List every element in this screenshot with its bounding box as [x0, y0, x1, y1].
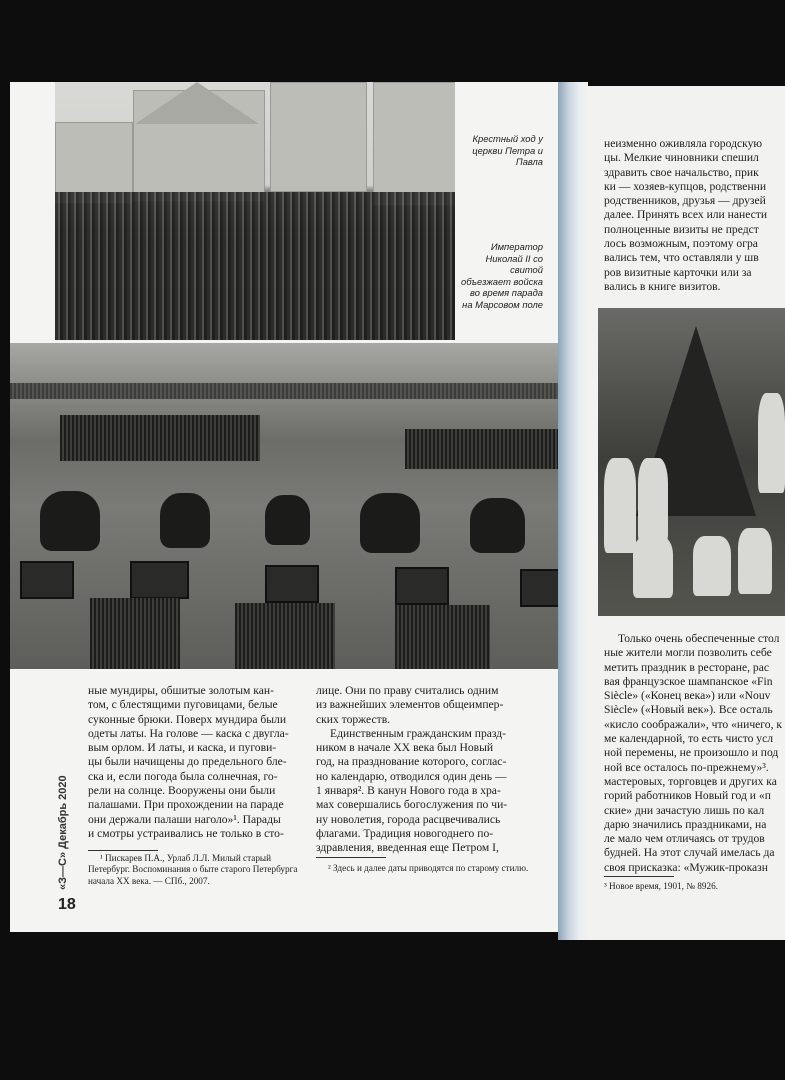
text-line: Единственным гражданским празд- [330, 726, 507, 740]
text-line: цы были начищены до предельного бле- [88, 755, 287, 769]
soldiers-front [235, 603, 335, 669]
text-line: метить праздник в ресторане, рас [604, 660, 770, 674]
text-line: ной перемены, не произошло и под [604, 746, 779, 760]
footnote-3: ³ Новое время, 1901, № 8926. [604, 881, 718, 891]
text-line: ной все осталось по-прежнему»³. [604, 760, 769, 774]
gun-carriage [265, 565, 319, 603]
text-line: одеты латы. На голове — каска с двугла- [88, 726, 289, 740]
text-line: ником в начале XX века был Новый [316, 741, 494, 755]
church-procession-photo [55, 82, 455, 340]
text-line: ну новолетия, города расцвечивались [316, 812, 501, 826]
child-figure [693, 536, 731, 596]
text-line: и смотры устраивались не только в сто- [88, 826, 284, 840]
cavalry-group [470, 498, 525, 553]
text-line: вая французское шампанское «Fin [604, 674, 773, 688]
text-line: суконные брюки. Поверх мундира были [88, 712, 287, 726]
running-head-text: «З—С» Декабрь 2020 [57, 775, 69, 890]
gun-carriage [130, 561, 189, 599]
text-line: но календарю, отводился один день — [316, 769, 507, 783]
text-line: из важнейших элементов общеимпер- [316, 698, 504, 712]
text-line: своя присказка: «Мужик-проказн [604, 860, 768, 874]
soldiers-front [90, 598, 180, 669]
footnote-1: ¹ Пискарев П.А., Урлаб Л.Л. Милый старый Петербург. Воспоминания о быте старого Петербурга начала XX века. — СПб., 2007. [88, 853, 298, 886]
cavalry-group [40, 491, 100, 551]
child-figure [638, 458, 668, 543]
church-caption: Крестный ход у церкви Петра и Павла [472, 133, 543, 168]
running-head [56, 742, 72, 892]
text-line: Siècle» («Новый век»). Все осталь [604, 703, 773, 717]
cavalry-group [360, 493, 420, 553]
page-number: 18 [58, 896, 76, 913]
text-line: ские» дни зачастую лишь по кал [604, 803, 765, 817]
text-line: вым орлом. И латы, и каска, и пугови- [88, 741, 277, 755]
text-line: далее. Принять всех или нанести [604, 208, 768, 222]
text-line: здравления, введенная еще Петром I, [316, 841, 499, 855]
footnote-rule [316, 857, 386, 858]
parade-photo [10, 343, 558, 669]
right-top-text-column [604, 137, 785, 294]
troop-block-left [60, 415, 260, 461]
text-line: лось возможным, поэтому огра [604, 237, 758, 251]
cavalry-group [265, 495, 310, 545]
text-line: лице. Они по праву считались одним [316, 684, 499, 697]
crowd [55, 192, 455, 340]
troop-line-far [10, 383, 558, 399]
text-line: Siècle» («Конец века») или «Nouv [604, 689, 771, 703]
left-text-column [88, 684, 302, 841]
text-line: 1 января². В канун Нового года в хра- [316, 784, 501, 798]
text-line: год, на празднование которого, соглас- [316, 755, 507, 769]
gun-carriage [395, 567, 449, 605]
text-line: они держали палаши наголо»¹. Парады [88, 812, 281, 826]
footnote-2: ² Здесь и далее даты приводятся по старому стилю. [328, 863, 529, 873]
text-line: ска и, если погода была солнечная, го- [88, 769, 278, 783]
right-bottom-text-column [604, 632, 785, 875]
child-figure [604, 458, 636, 553]
text-line: ные мундиры, обшитые золотым кан- [88, 684, 274, 697]
text-line: неизменно оживляла городскую [604, 137, 763, 150]
church-tower [373, 82, 455, 206]
middle-text-column [316, 684, 534, 856]
child-figure [633, 536, 673, 598]
text-line: Только очень обеспеченные стол [618, 632, 780, 645]
text-line: вались тем, что оставляли у шв [604, 251, 759, 265]
text-line: мастеровых, торговцев и других ка [604, 774, 777, 788]
footnote-rule [604, 876, 674, 877]
text-line: ки — хозяев-купцов, родственни [604, 179, 767, 193]
church-side-wing [270, 82, 367, 192]
page-gutter [558, 82, 588, 940]
text-line: будней. На этот случай имелась да [604, 846, 775, 860]
troop-block-right [405, 429, 558, 469]
soldiers-front [395, 605, 490, 669]
child-figure [758, 393, 785, 493]
cavalry-group [160, 493, 210, 548]
parade-caption: Император Николай II со свитой объезжает войска во время парада на Марсовом поле [461, 241, 543, 310]
text-line: палашами. При прохождении на параде [88, 798, 284, 812]
gun-carriage [520, 569, 558, 607]
text-line: ме календарной, то есть чисто усл [604, 732, 774, 746]
text-line: дарю значились праздниками, на [604, 817, 767, 831]
text-line: том, с блестящими пуговицами, белые [88, 698, 278, 712]
footnote-rule [88, 850, 158, 851]
text-line: горий работников Новый год и «п [604, 789, 771, 803]
church-pediment [135, 82, 259, 124]
text-line: ров визитные карточки или за [604, 265, 752, 279]
christmas-tree-photo [598, 308, 785, 616]
gun-carriage [20, 561, 74, 599]
text-line: ные жители могли позволить себе [604, 646, 772, 660]
text-line: «кисло соображали», что «ничего, к [604, 717, 782, 731]
text-line: флагами. Традиция новогоднего по- [316, 826, 494, 840]
text-line: цы. Мелкие чиновники спешил [604, 151, 759, 165]
text-line: родственников, друзья — друзей [604, 194, 766, 208]
text-line: мах совершались богослужения по чи- [316, 798, 508, 812]
text-line: полноценные визиты не предст [604, 222, 759, 236]
text-line: ских торжеств. [316, 712, 391, 726]
text-line: вались в книге визитов. [604, 279, 721, 293]
text-line: здравить свое начальство, прик [604, 165, 759, 179]
child-figure [738, 528, 772, 594]
text-line: рели на солнце. Вооружены они были [88, 784, 276, 798]
text-line: ле мало чем отличаясь от трудов [604, 832, 765, 846]
